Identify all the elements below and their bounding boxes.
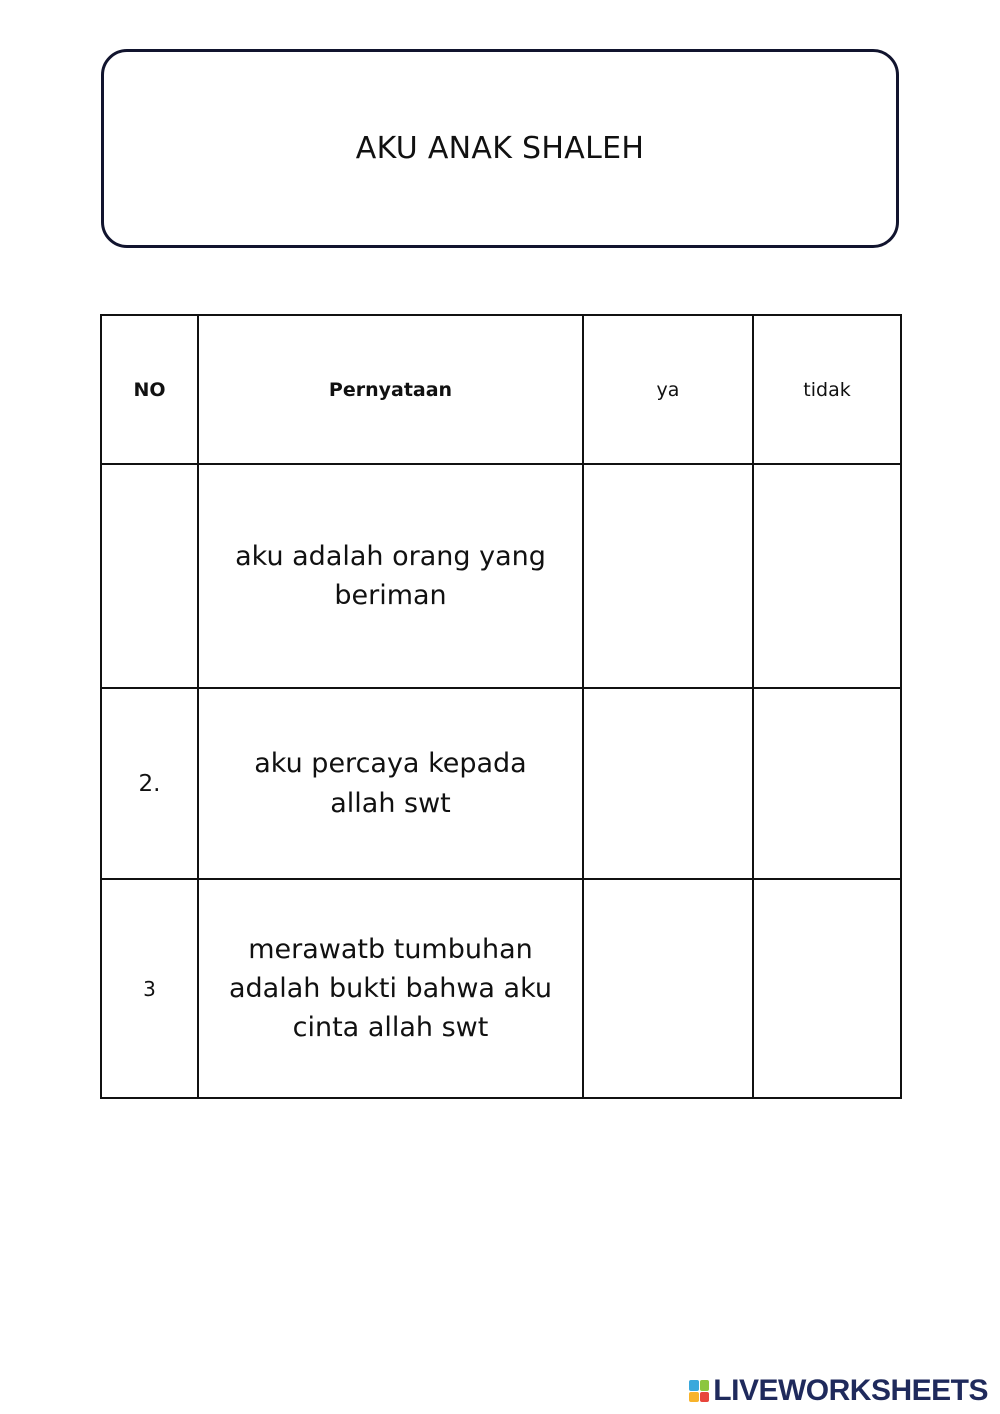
- logo-square: [700, 1392, 710, 1403]
- header-statement: Pernyataan: [198, 315, 583, 464]
- answer-no-cell[interactable]: [753, 464, 901, 688]
- answer-no-cell[interactable]: [753, 688, 901, 879]
- row-number: [101, 464, 198, 688]
- row-statement: aku adalah orang yang beriman: [198, 464, 583, 688]
- row-number: 2.: [101, 688, 198, 879]
- table-row: [101, 464, 901, 688]
- header-no: NO: [101, 315, 198, 464]
- logo-square: [689, 1380, 699, 1391]
- title-box: [101, 49, 899, 248]
- logo-square: [700, 1380, 710, 1391]
- answer-no-cell[interactable]: [753, 879, 901, 1098]
- table-row: [101, 688, 901, 879]
- worksheet-title: AKU ANAK SHALEH: [355, 131, 645, 166]
- table-row: [101, 879, 901, 1098]
- statement-table: [100, 314, 902, 1099]
- brand-name: LIVEWORKSHEETS: [713, 1374, 988, 1407]
- row-number: 3: [101, 879, 198, 1098]
- header-yes: ya: [583, 315, 753, 464]
- liveworksheets-logo: [689, 1376, 988, 1406]
- answer-yes-cell[interactable]: [583, 688, 753, 879]
- header-no-answer: tidak: [753, 315, 901, 464]
- table-header-row: [101, 315, 901, 464]
- answer-yes-cell[interactable]: [583, 879, 753, 1098]
- liveworksheets-logo-icon: [689, 1380, 709, 1402]
- answer-yes-cell[interactable]: [583, 464, 753, 688]
- row-statement: merawatb tumbuhan adalah bukti bahwa aku cinta allah swt: [198, 879, 583, 1098]
- row-statement: aku percaya kepada allah swt: [198, 688, 583, 879]
- logo-square: [689, 1392, 699, 1403]
